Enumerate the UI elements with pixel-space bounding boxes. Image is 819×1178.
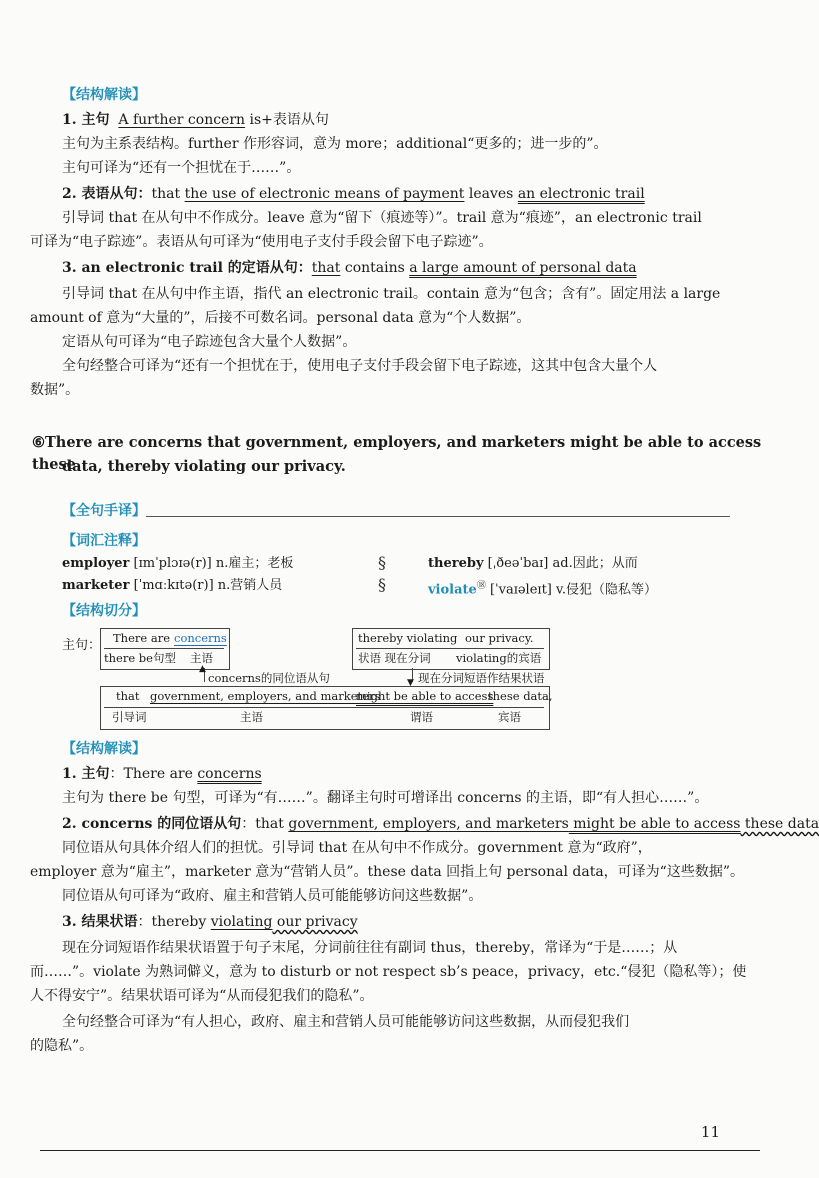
text-line: employer 意为“雇主”，marketer 意为“营销人员”。these data 回指上句 personal data，可译为“这些数据”。: [30, 864, 744, 880]
text-line: 的隐私”。: [30, 1038, 94, 1054]
arrow-down-icon: ▼: [407, 678, 414, 688]
cell-label: 谓语: [410, 710, 433, 724]
structure-split-header: 【结构切分】: [62, 603, 146, 619]
vocab-header: 【词汇注释】: [62, 533, 146, 549]
text-line: 全句经整合可译为“有人担心，政府、雇主和营销人员可能能够访问这些数据，从而侵犯我们: [62, 1014, 630, 1030]
text-line: 主句为 there be 句型，可译为“有……”。翻译主句时可增译出 concerns 的主语，即“有人担心……”。: [62, 790, 709, 806]
arrow-up-icon: ▲: [199, 664, 206, 674]
cell-predicate: might be able to access: [356, 689, 494, 703]
sentence-6-line1: ⑥There are concerns that government, employers, and marketers might be able to access these: [32, 434, 762, 473]
cell-label: 引导词: [112, 710, 147, 724]
diagram-divider: [104, 707, 544, 708]
cell-label: 主语: [240, 710, 263, 724]
vocab-item-employer: employer [ɪmˈplɔɪə(r)] n.雇主；老板: [62, 556, 294, 571]
point-attributive-clause: 3. an electronic trail 的定语从句：that contains a large amount of personal data: [62, 260, 637, 276]
cell-our-privacy: our privacy.: [465, 631, 534, 645]
point-result-adverbial: 3. 结果状语：thereby violating our privacy: [62, 914, 358, 930]
text-line: 引导词 that 在从句中不作成分。leave 意为“留下（痕迹等）”。trail 意为“痕迹”，an electronic trail: [62, 210, 702, 226]
structure-analysis-header-2: 【结构解读】: [62, 741, 146, 757]
cell-label: 状语 现在分词: [358, 651, 431, 665]
cell-there-are: There are: [113, 631, 171, 645]
text-line: 主句可译为“还有一个担忧在于……”。: [62, 160, 301, 176]
point-predicative-clause: 2. 表语从句：that the use of electronic means of payment leaves an electronic trail: [62, 186, 645, 202]
text-line: 主句为主系表结构。further 作形容词，意为 more；additional“更多的；进一步的”。: [62, 136, 608, 152]
cell-label: 宾语: [498, 710, 521, 724]
text-line: 数据”。: [30, 382, 80, 398]
text-line: 全句经整合可译为“还有一个担忧在于，使用电子支付手段会留下电子踪迹，这其中包含大量个人: [62, 358, 658, 374]
arrow-label-result: 现在分词短语作结果状语: [418, 671, 545, 685]
text-line: 同位语从句具体介绍人们的担忧。引导词 that 在从句中不作成分。government 意为“政府”，: [62, 840, 652, 856]
cell-label: violating的宾语: [456, 651, 542, 665]
translation-blank-line[interactable]: [146, 516, 730, 517]
text-line: 定语从句可译为“电子踪迹包含大量个人数据”。: [62, 334, 357, 350]
cell-label: 主语: [190, 651, 213, 665]
structure-analysis-header: 【结构解读】: [62, 87, 146, 103]
footer-rule: [40, 1150, 760, 1151]
cell-concerns: concerns: [174, 631, 227, 645]
vocab-item-thereby: thereby [ˌðeəˈbaɪ] ad.因此；从而: [428, 556, 638, 571]
text-line: 而……”。violate 为熟词僻义，意为 to disturb or not respect sb’s peace，privacy，etc.“侵犯（隐私等）；使: [30, 964, 747, 980]
text-line: 人不得安宁”。结果状语可译为“从而侵犯我们的隐私”。: [30, 988, 374, 1004]
text-line: 同位语从句可译为“政府、雇主和营销人员可能能够访问这些数据”。: [62, 888, 483, 904]
cell-that: that: [116, 689, 140, 703]
sentence-6-line2: data, thereby violating our privacy.: [62, 458, 346, 475]
translation-header: 【全句手译】: [62, 503, 146, 519]
text-line: 引导词 that 在从句中作主语，指代 an electronic trail。contain 意为“包含；含有”。固定用法 a large: [62, 286, 721, 302]
vocab-item-violate: violate⑱ [ˈvaɪəleɪt] v.侵犯（隐私等）: [428, 581, 657, 598]
page-number: 11: [700, 1123, 720, 1141]
text-line: amount of 意为“大量的”，后接不可数名词。personal data 意为“个人数据”。: [30, 310, 531, 326]
point-main-clause-2: 1. 主句：There are concerns: [62, 766, 262, 782]
spiral-divider-icon: §: [378, 575, 386, 594]
vocab-item-marketer: marketer [ˈmɑːkɪtə(r)] n.营销人员: [62, 578, 283, 593]
diagram-divider: [356, 648, 544, 649]
diagram-divider: [104, 648, 224, 649]
text-line: 可译为“电子踪迹”。表语从句可译为“使用电子支付手段会留下电子踪迹”。: [30, 234, 493, 250]
cell-object: these data,: [488, 689, 553, 703]
cell-label: there be句型: [104, 651, 176, 665]
cell-subject: government, employers, and marketers: [150, 689, 381, 703]
point-appositive-clause: 2. concerns 的同位语从句：that government, employers, and marketers might be able to access these data: [62, 816, 819, 832]
main-clause-label: 主句：: [62, 638, 102, 653]
cell-thereby-violating: thereby violating: [358, 631, 458, 645]
arrow-label-appositive: concerns的同位语从句: [208, 671, 330, 685]
frequency-mark: ⑱: [476, 581, 486, 591]
text-line: 现在分词短语作结果状语置于句子末尾，分词前往往有副词 thus，thereby，常译为“于是……；从: [62, 940, 678, 956]
spiral-divider-icon: §: [378, 553, 386, 572]
point-main-clause: 1. 主句 A further concern is+表语从句: [62, 112, 329, 128]
